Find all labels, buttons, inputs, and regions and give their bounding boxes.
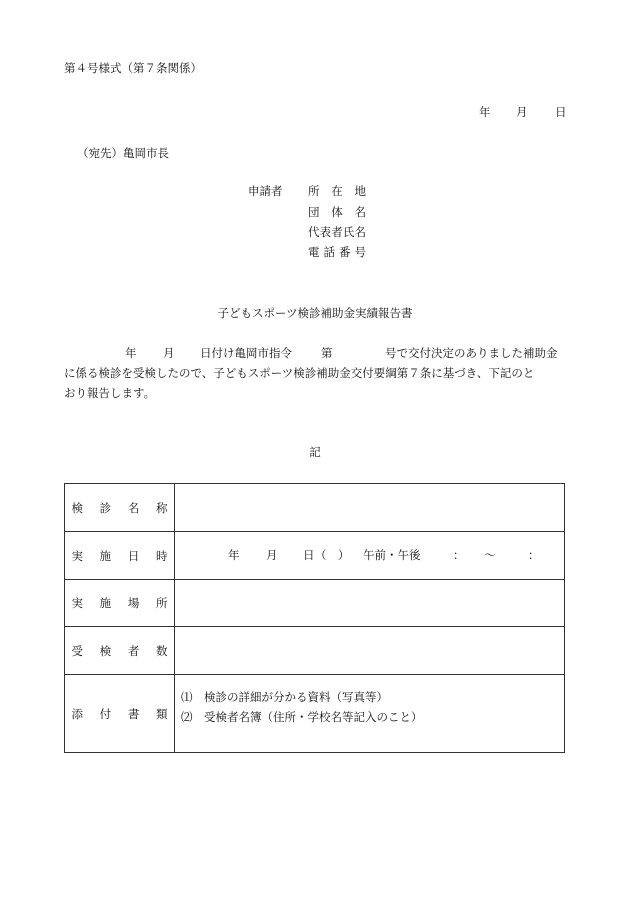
table-row-datetime [65,532,564,580]
row-label: 実施場所 [65,580,175,626]
row-label: 添付書類 [65,675,175,752]
location-field[interactable] [175,580,564,626]
body-line-3: おり報告します。 [64,386,156,400]
applicant-label: 申請者 [248,184,283,198]
attachments-field [175,675,564,752]
exam-name-field[interactable] [175,484,564,531]
attachment-item-1: ⑴ 検診の詳細が分かる資料（写真等） [181,690,388,704]
dt-weekday: （ ） [315,548,350,562]
applicant-field-phone: 電 話 番 号 [308,245,366,259]
applicant-field-representative: 代表者氏名 [308,225,366,239]
date-month-label: 月 [516,105,528,119]
addressee: （宛先）亀岡市長 [77,146,169,160]
document-title: 子どもスポーツ検診補助金実績報告書 [217,306,413,320]
datetime-field[interactable] [175,532,564,579]
date-year-label: 年 [479,105,491,119]
dt-ampm: 午前・午後 [363,548,421,562]
applicant-field-address: 所 在 地 [308,184,366,198]
applicant-field-organization: 団 体 名 [308,205,366,219]
detail-table [64,483,565,753]
dt-colon-end: ： [528,548,540,562]
row-label: 受検者数 [65,627,175,674]
row-label: 実施日時 [65,532,175,579]
body-go: 号で交付決定のありました補助金 [385,346,558,360]
dt-month: 月 [266,548,278,562]
body-month: 月 [163,346,175,360]
row-label: 検診名称 [65,484,175,531]
dt-colon-start: ： [453,548,465,562]
body-dai: 第 [321,346,333,360]
form-number: 第４号様式（第７条関係） [64,61,202,75]
table-row-examinees [65,627,564,675]
table-row-location [65,580,564,627]
examinees-field[interactable] [175,627,564,674]
dt-year: 年 [228,548,240,562]
body-year: 年 [125,346,137,360]
dt-tilde: ～ [484,548,496,562]
body-reference: 日付け亀岡市指令 [200,346,292,360]
date-day-label: 日 [555,105,567,119]
body-line-2: に係る検診を受検したので、子どもスポーツ検診補助金交付要綱第７条に基づき、下記のと [64,366,535,380]
dt-day: 日 [303,548,315,562]
table-row-exam-name [65,484,564,532]
table-row-attachments [65,675,564,752]
attachment-item-2: ⑵ 受検者名簿（住所・学校名等記入のこと） [181,710,423,724]
ki-heading: 記 [309,445,321,459]
